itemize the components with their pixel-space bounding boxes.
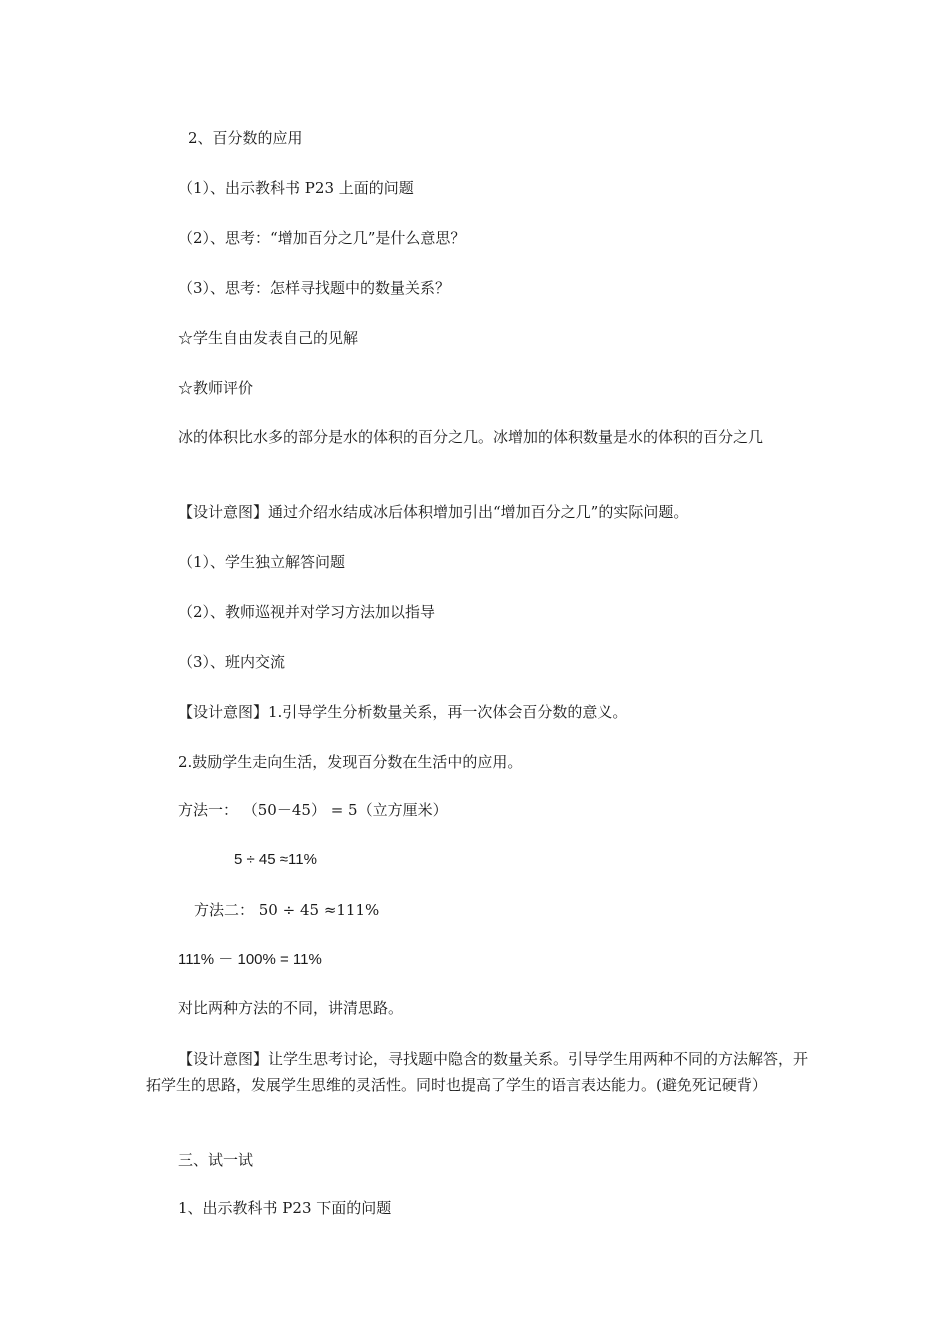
step-independent-solve: （1）、学生独立解答问题 bbox=[178, 553, 346, 571]
step-think-meaning: （2）、思考：“增加百分之几”是什么意思？ bbox=[178, 229, 466, 247]
step-think-relation: （3）、思考：怎样寻找题中的数量关系？ bbox=[178, 279, 451, 297]
method-two-line: 方法二： 50 ÷ 45 ≈111% bbox=[194, 901, 380, 919]
step-show-textbook-problem: （1）、出示教科书 P23 上面的问题 bbox=[178, 179, 414, 197]
design-intent-2: 【设计意图】1.引导学生分析数量关系，再一次体会百分数的意义。 bbox=[178, 703, 628, 721]
step-show-textbook-lower-problem: 1、出示教科书 P23 下面的问题 bbox=[178, 1199, 392, 1217]
design-intent-1: 【设计意图】通过介绍水结成冰后体积增加引出“增加百分之几”的实际问题。 bbox=[178, 503, 689, 521]
student-opinion-line: ☆学生自由发表自己的见解 bbox=[178, 329, 359, 347]
step-teacher-guide: （2）、教师巡视并对学习方法加以指导 bbox=[178, 603, 436, 621]
ice-volume-paragraph: 冰的体积比水多的部分是水的体积的百分之几。冰增加的体积数量是水的体积的百分之几 bbox=[178, 428, 764, 446]
method-two-calculation: 111% － 100% = 11% bbox=[178, 951, 322, 968]
section-heading-percent-application: 2、百分数的应用 bbox=[188, 129, 303, 147]
encourage-life-application: 2.鼓励学生走向生活，发现百分数在生活中的应用。 bbox=[178, 753, 523, 771]
step-class-exchange: （3）、班内交流 bbox=[178, 653, 286, 671]
method-one-line: 方法一： （50－45） = 5（立方厘米） bbox=[178, 801, 448, 819]
method-one-calculation: 5 ÷ 45 ≈11% bbox=[234, 851, 317, 868]
compare-methods-line: 对比两种方法的不同，讲清思路。 bbox=[178, 999, 404, 1017]
design-intent-3-paragraph: 【设计意图】让学生思考讨论，寻找题中隐含的数量关系。引导学生用两种不同的方法解答，开拓学生的思路，发展学生思维的灵活性。同时也提高了学生的语言表达能力。(避免死记硬背） bbox=[146, 1050, 809, 1094]
section-heading-try: 三、试一试 bbox=[178, 1151, 254, 1169]
teacher-evaluation-line: ☆教师评价 bbox=[178, 379, 254, 397]
